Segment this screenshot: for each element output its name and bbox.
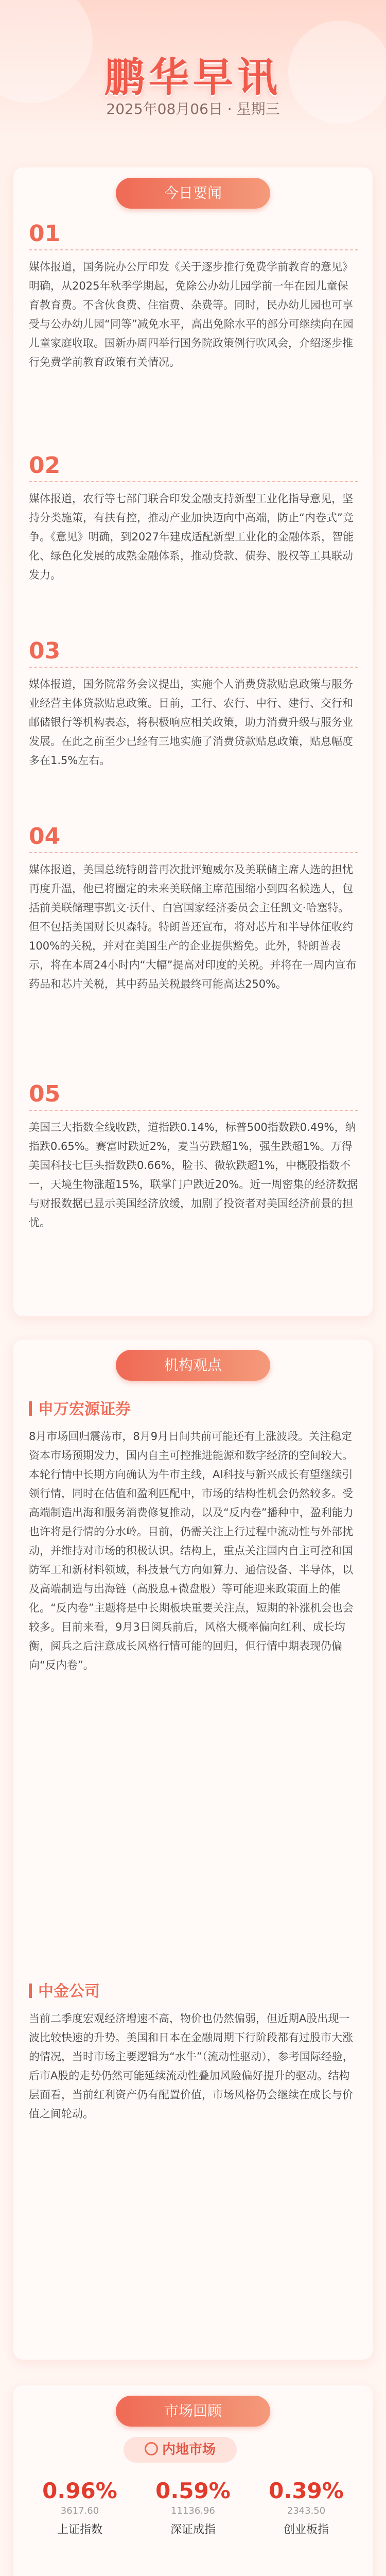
market-icon bbox=[145, 2442, 158, 2455]
news-number: 03 bbox=[29, 639, 358, 668]
news-text: 媒体报道，国务院办公厅印发《关于逐步推行免费学前教育的意见》明确，从2025年秋季学期起，免除公办幼儿园学前一年在园儿童保育教育费。不含伙食费、住宿费、杂费等。同时，民办幼儿园也可享受与公办幼儿园“同等”减免水平，高出免除水平的部分可继续向在园儿童家庭收取。国新办周四举行国务院政策例行吹风会，介绍逐步推行免费学前教育政策有关情况。 bbox=[29, 261, 354, 368]
news-number: 02 bbox=[29, 453, 358, 482]
news-item bbox=[29, 453, 358, 585]
news-number: 04 bbox=[29, 824, 358, 853]
quote bbox=[31, 2478, 129, 2538]
quote-pct: 0.96% bbox=[42, 2478, 117, 2503]
news-number: 01 bbox=[29, 222, 358, 250]
quote-points: 2343.50 bbox=[287, 2505, 326, 2516]
news-item bbox=[29, 1082, 358, 1232]
org-text: 8月市场回归震荡市，8月9月日间共前可能还有上涨波段。关注稳定资本市场预期发力，国内自主可控推进能源和数字经济的空间较大。本轮行情中长期方向确认为牛市主线，AI科技与新兴成长有望继续引领行情，同时在估值和盈利匹配中，市场的结构性机会仍然较多。受高端制造出海和服务消费修复推动，以及“反内卷”播种中，盈利能力也许将是行情的分水岭。目前，仍需关注上行过程中流动性与外部扰动，并维持对市场的积极认识。结构上，重点关注国内自主可控和国防军工和新材料领域，科技景气方向如算力、通信设备、半导体，以及高端制造与出海链（高股息+微盘股）等可能迎来政策面上的催化。“反内卷”主题将是中长期板块重要关注点，短期的补涨机会也会较多。目前来看，9月3日阅兵前后，风格大概率偏向红利、成长均衡，阅兵之后注意成长风格行情可能的回归，但行情中期表现仍偏向“反内卷”。 bbox=[29, 1430, 354, 1671]
quote-name: 上证指数 bbox=[57, 2523, 102, 2536]
market-group-label: 内地市场 bbox=[162, 2442, 216, 2458]
news-number: 05 bbox=[29, 1082, 358, 1111]
org-name-text: 中金公司 bbox=[38, 1982, 100, 2001]
header bbox=[0, 0, 386, 155]
org-name bbox=[29, 1396, 131, 1419]
page-title: 鹏华早讯 bbox=[104, 55, 282, 101]
org-name bbox=[29, 1978, 100, 2001]
market-group-title bbox=[124, 2437, 237, 2463]
org-name-text: 申万宏源证券 bbox=[38, 1400, 131, 1418]
quote bbox=[144, 2478, 242, 2538]
accent-bar bbox=[29, 1984, 32, 1998]
quote-points: 3617.60 bbox=[60, 2505, 99, 2516]
news-text: 媒体报道，国务院常务会议提出，实施个人消费贷款贴息政策与服务业经营主体贷款贴息政策。目前，工行、农行、中行、建行、交行和邮储银行等机构表态，将积极响应相关政策，助力消费升级与服务业发展。在此之前至少已经有三地实施了消费贷款贴息政策，贴息幅度多在1.5%左右。 bbox=[29, 678, 353, 767]
section-title-org: 机构观点 bbox=[116, 1350, 270, 1381]
quote-pct: 0.39% bbox=[269, 2478, 344, 2503]
date-line: 2025年08月06日 · 星期三 bbox=[106, 100, 280, 117]
quote-name: 深证成指 bbox=[170, 2523, 216, 2536]
section-title-market: 市场回顾 bbox=[116, 2396, 270, 2427]
quote bbox=[257, 2478, 355, 2538]
news-item bbox=[29, 639, 358, 770]
quote-pct: 0.59% bbox=[155, 2478, 231, 2503]
news-text: 美国三大指数全线收跌，道指跌0.14%，标普500指数跌0.49%，纳指跌0.65%。赛富时跌近2%，麦当劳跌超1%，强生跌超1%。万得美国科技七巨头指数跌0.66%，脸书、微软跌超1%，中概股指数不一，天境生物涨超15%，联掌门户跌近20%。近一周密集的经济数据与财报数据已显示美国经济放缓，加剧了投资者对美国经济前景的担忧。 bbox=[29, 1121, 358, 1229]
section-title-today: 今日要闻 bbox=[116, 178, 270, 209]
quote-name: 创业板指 bbox=[283, 2523, 329, 2536]
news-item bbox=[29, 222, 358, 372]
news-text: 媒体报道，农行等七部门联合印发金融支持新型工业化指导意见，坚持分类施策，有扶有控，推动产业加快迈向中高端，防止“内卷式”竞争。《意见》明确，到2027年建成适配新型工业化的金融体系，智能化、绿色化发展的成熟金融体系，推动贷款、债券、股权等工具联动发力。 bbox=[29, 493, 354, 581]
quote-points: 11136.96 bbox=[171, 2505, 215, 2516]
accent-bar bbox=[29, 1401, 32, 1416]
news-text: 媒体报道，美国总统特朗普再次批评鲍威尔及美联储主席人选的担忧再度升温，他已将圈定的未来美联储主席范围缩小到四名候选人，包括前美联储理事凯文·沃什、白宫国家经济委员会主任凯文·哈塞特。但不包括美国财长贝森特。特朗普还宣布，将对芯片和半导体征收约100%的关税，并对在美国生产的企业提供豁免。此外，特朗普表示，将在本周24小时内“大幅”提高对印度的关税。并将在一周内宣布药品和芯片关税，其中药品关税最终可能高达250%。 bbox=[29, 863, 357, 990]
org-text: 当前二季度宏观经济增速不高，物价也仍然偏弱，但近期A股出现一波比较快速的升势。美国和日本在金融周期下行阶段都有过股市大涨的情况，当时市场主要逻辑为“水牛”（流动性驱动），参考国际经验，后市A股的走势仍然可能延续流动性叠加风险偏好提升的驱动。结构层面看，当前红利资产仍有配置价值，市场风格仍会继续在成长与价值之间轮动。 bbox=[29, 2012, 354, 2120]
news-item bbox=[29, 824, 358, 994]
